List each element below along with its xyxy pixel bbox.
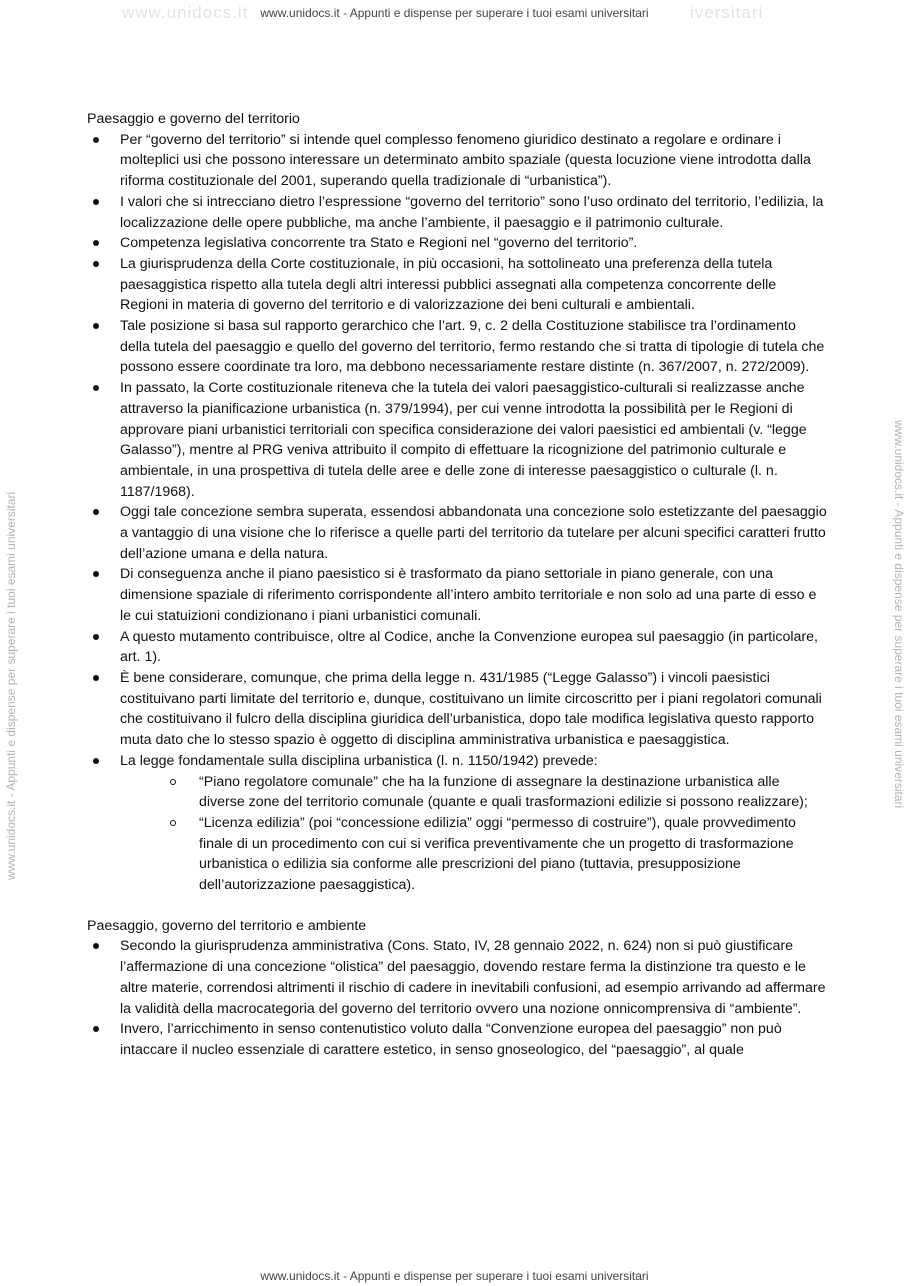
list-item	[87, 502, 827, 564]
list-item	[87, 254, 827, 316]
watermark-ghost-right: iversitari	[690, 3, 764, 22]
sub-list-item-text: “Piano regolatore comunale” che ha la funzione di assegnare la destinazione urbanistica alle diverse zone del territorio comunale (quante e quali trasformazioni edilizie si possono realizzare);	[199, 773, 808, 811]
bullet-icon	[93, 675, 99, 681]
sub-list-item	[120, 813, 827, 896]
list-item-text: Oggi tale concezione sembra superata, essendosi abbandonata una concezione solo estetizzante del paesaggio a vantaggio di una visione che lo riferisce a quelle parti del territorio da tutelare per alcuni specifici caratteri frutto dell’azione umana e della natura.	[120, 504, 827, 562]
list-item-text: Invero, l’arricchimento in senso contenutistico voluto dalla “Convenzione europea del paesaggio” non può intaccare il nucleo essenziale di carattere estetico, in senso gnoseologico, del “paesaggio”, al quale	[120, 1021, 782, 1058]
list-item-text: A questo mutamento contribuisce, oltre al Codice, anche la Convenzione europea sul paesaggio (in particolare, art. 1).	[120, 628, 818, 666]
section-spacer	[87, 896, 827, 916]
list-item-text: I valori che si intrecciano dietro l’espressione “governo del territorio” sono l’uso ordinato del territorio, l’edilizia, la localizzazione delle opere pubbliche, ma anche l’ambiente, il paesaggio e il patrimonio culturale.	[120, 193, 824, 231]
list-item	[87, 668, 827, 751]
hollow-bullet-icon	[170, 779, 176, 785]
list-item	[87, 316, 827, 378]
bullet-icon	[93, 261, 99, 267]
sub-list-item	[120, 772, 827, 813]
bullet-icon	[93, 1026, 99, 1032]
bullet-icon	[93, 943, 99, 949]
list-item-text: È bene considerare, comunque, che prima della legge n. 431/1985 (“Legge Galasso”) i vincoli paesistici costituivano parti limitate del territorio e, dunque, costituivano un limite circoscritto per i piani regolatori comunali che costituivano il fulcro della disciplina giuridica dell’urbanistica, dopo tale modifica legislativa questo rapporto muta dato che lo stesso spazio è oggetto di disciplina amministrativa urbanistica e paesaggistica.	[120, 669, 822, 749]
watermark-side-left: www.unidocs.it - Appunti e dispense per superare i tuoi esami universitari	[4, 491, 18, 880]
sub-list	[120, 772, 827, 896]
list-item-text: Secondo la giurisprudenza amministrativa (Cons. Stato, IV, 28 gennaio 2022, n. 624) non si può giustificare l’affermazione di una concezione “olistica” del paesaggio, dovendo restare ferma la distinzione tra questo e le altre materie, correndosi altrimenti il rischio di cadere in inevitabili confusioni, ad esempio arrivando ad affermare la validità della macrocategoria del governo del territorio ovvero una nozione onnicomprensiva di “ambiente”.	[120, 938, 826, 1017]
watermark-ghost-left: www.unidocs.it	[122, 3, 249, 22]
list-item-text: In passato, la Corte costituzionale riteneva che la tutela dei valori paesaggistico-culturali si realizzasse anche attraverso la pianificazione urbanistica (n. 379/1994), per cui venne introdotta la possibilità per le Regioni di approvare piani urbanistici territoriali con specifica considerazione dei valori paesistici ed ambientali (v. “legge Galasso”), mentre al PRG veniva attribuito il compito di effettuare la ricognizione del patrimonio culturale e ambientale, in una prospettiva di tutela delle aree e delle zone di interesse paesaggistico o culturale (l. n. 1187/1968).	[120, 380, 807, 500]
section-title-paesaggio-governo: Paesaggio e governo del territorio	[87, 111, 300, 127]
list-item	[87, 1019, 827, 1060]
list-item-text: La giurisprudenza della Corte costituzionale, in più occasioni, ha sottolineato una preferenza della tutela paesaggistica rispetto alla tutela degli altri interessi pubblici assegnati alla competenza concorrente delle Regioni in materia di governo del territorio e di valorizzazione dei beni culturali e ambientali.	[120, 255, 777, 314]
bullet-icon	[93, 571, 99, 577]
bullet-icon	[93, 137, 99, 143]
list-item	[87, 378, 827, 502]
bullet-list-section-1	[87, 130, 827, 896]
list-item-text: Competenza legislativa concorrente tra Stato e Regioni nel “governo del territorio”.	[120, 235, 638, 252]
watermark-side-right: www.unidocs.it - Appunti e dispense per superare i tuoi esami universitari	[892, 420, 906, 809]
list-item-text: Per “governo del territorio” si intende quel complesso fenomeno giuridico destinato a regolare e ordinare i molteplici usi che possono interessare un determinato ambito spaziale (questa locuzione viene introdotta dalla riforma costituzionale del 2001, superando quella tradizionale di “urbanistica”).	[120, 131, 811, 190]
list-item	[87, 564, 827, 626]
watermark-footer: www.unidocs.it - Appunti e dispense per superare i tuoi esami universitari	[260, 1269, 649, 1283]
bullet-icon	[93, 240, 99, 246]
bullet-icon	[93, 323, 99, 329]
list-item-text: Di conseguenza anche il piano paesistico si è trasformato da piano settoriale in piano generale, con una dimensione spaziale di riferimento corrispondente all’intero ambito territoriale e non solo ad una parte di esso e le cui statuizioni condizionano i piani urbanistici comunali.	[120, 566, 817, 624]
bullet-icon	[93, 199, 99, 205]
bullet-icon	[93, 385, 99, 391]
list-item	[87, 936, 827, 1019]
list-item	[87, 233, 827, 254]
bullet-icon	[93, 758, 99, 764]
list-item	[87, 192, 827, 233]
bullet-list-section-2	[87, 936, 827, 1060]
hollow-bullet-icon	[170, 820, 176, 826]
list-item-text: Tale posizione si basa sul rapporto gerarchico che l’art. 9, c. 2 della Costituzione stabilisce tra l’ordinamento della tutela del paesaggio e quello del governo del territorio, fermo restando che si tratta di tipologie di tutela che possono essere coordinate tra loro, ma debbono necessariamente restare distinte (n. 367/2007, n. 272/2009).	[120, 318, 825, 376]
document-body	[87, 109, 827, 1061]
section-title-paesaggio-ambiente: Paesaggio, governo del territorio e ambiente	[87, 917, 367, 934]
list-item	[87, 751, 827, 896]
list-item	[87, 130, 827, 192]
list-item	[87, 627, 827, 668]
bullet-icon	[93, 634, 99, 640]
watermark-header: www.unidocs.it - Appunti e dispense per superare i tuoi esami universitari	[260, 6, 649, 20]
list-item-text: La legge fondamentale sulla disciplina urbanistica (l. n. 1150/1942) prevede:	[120, 752, 598, 769]
bullet-icon	[93, 509, 99, 515]
sub-list-item-text: “Licenza edilizia” (poi “concessione edilizia” oggi “permesso di costruire”), quale provvedimento finale di un procedimento con cui si verifica preventivamente che un progetto di trasformazione urbanistica o edilizia sia conforme alle prescrizioni del piano (tuttavia, presupposizione dell’autorizzazione paesaggistica).	[199, 814, 796, 894]
